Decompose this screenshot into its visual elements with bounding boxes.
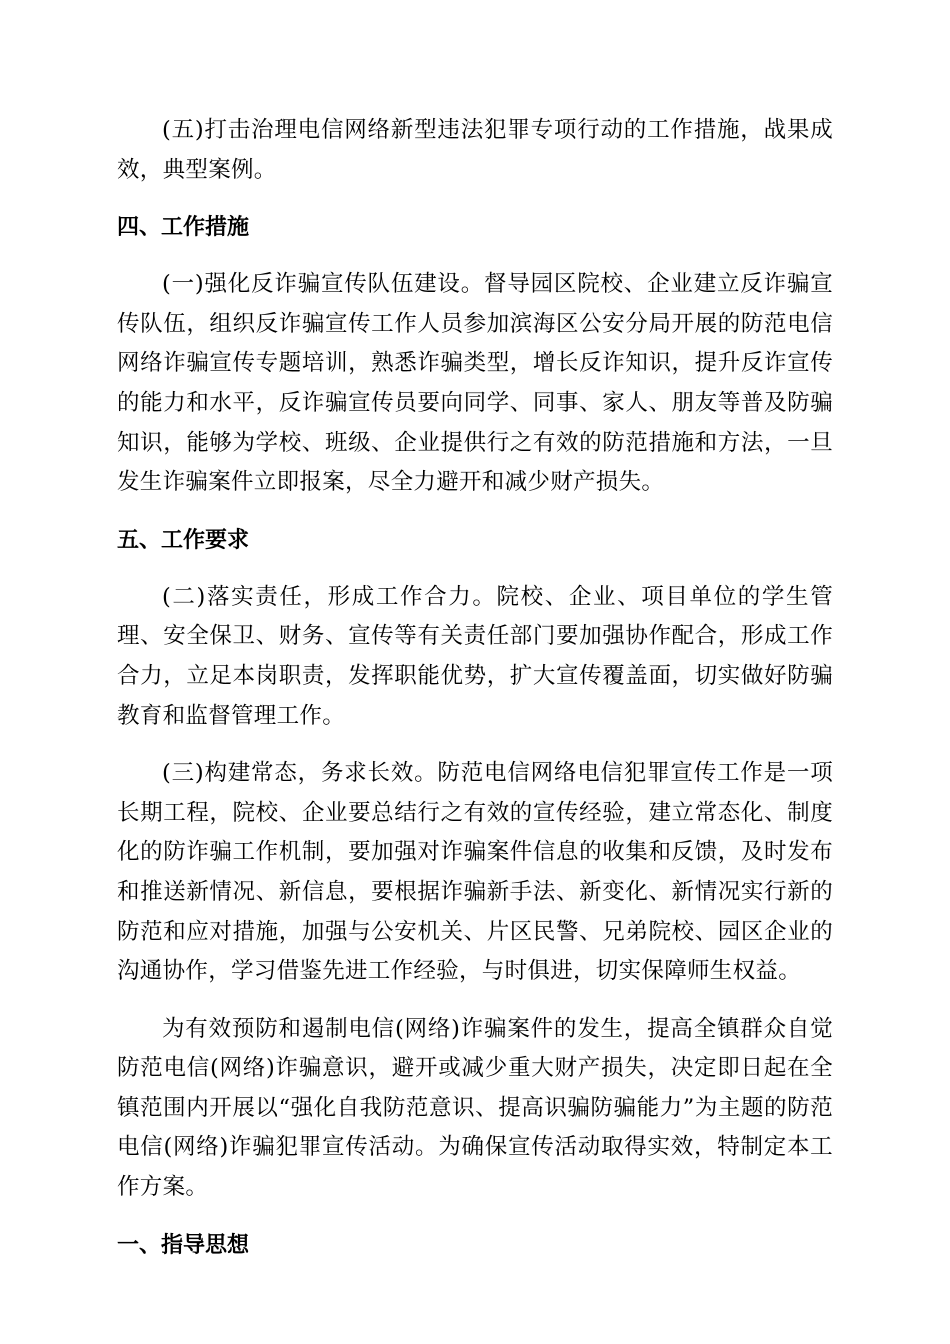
paragraph-implement-responsibility: (二)落实责任，形成工作合力。院校、企业、项目单位的学生管理、安全保卫、财务、宣传等有关责任部门要加强协作配合，形成工作合力，立足本岗职责，发挥职能优势，扩大宣传覆盖面，切实做好防骗教育和监督管理工作。	[117, 583, 833, 729]
paragraph-intro-purpose: 为有效预防和遏制电信(网络)诈骗案件的发生，提高全镇群众自觉防范电信(网络)诈骗意识，避开或减少重大财产损失，决定即日起在全镇范围内开展以“强化自我防范意识、提高识骗防骗能力”为主题的防范电信(网络)诈骗犯罪宣传活动。为确保宣传活动取得实效，特制定本工作方案。	[117, 1015, 833, 1201]
heading-work-requirements: 五、工作要求	[117, 527, 250, 553]
paragraph-propaganda-team: (一)强化反诈骗宣传队伍建设。督导园区院校、企业建立反诈骗宣传队伍，组织反诈骗宣传工作人员参加滨海区公安分局开展的防范电信网络诈骗宣传专题培训，熟悉诈骗类型，增长反诈知识，提升反诈宣传的能力和水平，反诈骗宣传员要向同学、同事、家人、朋友等普及防骗知识，能够为学校、班级、企业提供行之有效的防范措施和方法，一旦发生诈骗案件立即报案，尽全力避开和减少财产损失。	[117, 271, 833, 496]
heading-guiding-ideology: 一、指导思想	[117, 1232, 250, 1258]
heading-work-measures: 四、工作措施	[117, 215, 250, 241]
paragraph-build-normal-state: (三)构建常态，务求长效。防范电信网络电信犯罪宣传工作是一项长期工程，院校、企业要总结行之有效的宣传经验，建立常态化、制度化的防诈骗工作机制，要加强对诈骗案件信息的收集和反馈，及时发布和推送新情况、新信息，要根据诈骗新手法、新变化、新情况实行新的防范和应对措施，加强与公安机关、片区民警、兄弟院校、园区企业的沟通协作，学习借鉴先进工作经验，与时俱进，切实保障师生权益。	[117, 760, 833, 985]
document-body	[117, 111, 833, 1265]
paragraph-measures-five: (五)打击治理电信网络新型违法犯罪专项行动的工作措施，战果成效，典型案例。	[117, 117, 833, 183]
